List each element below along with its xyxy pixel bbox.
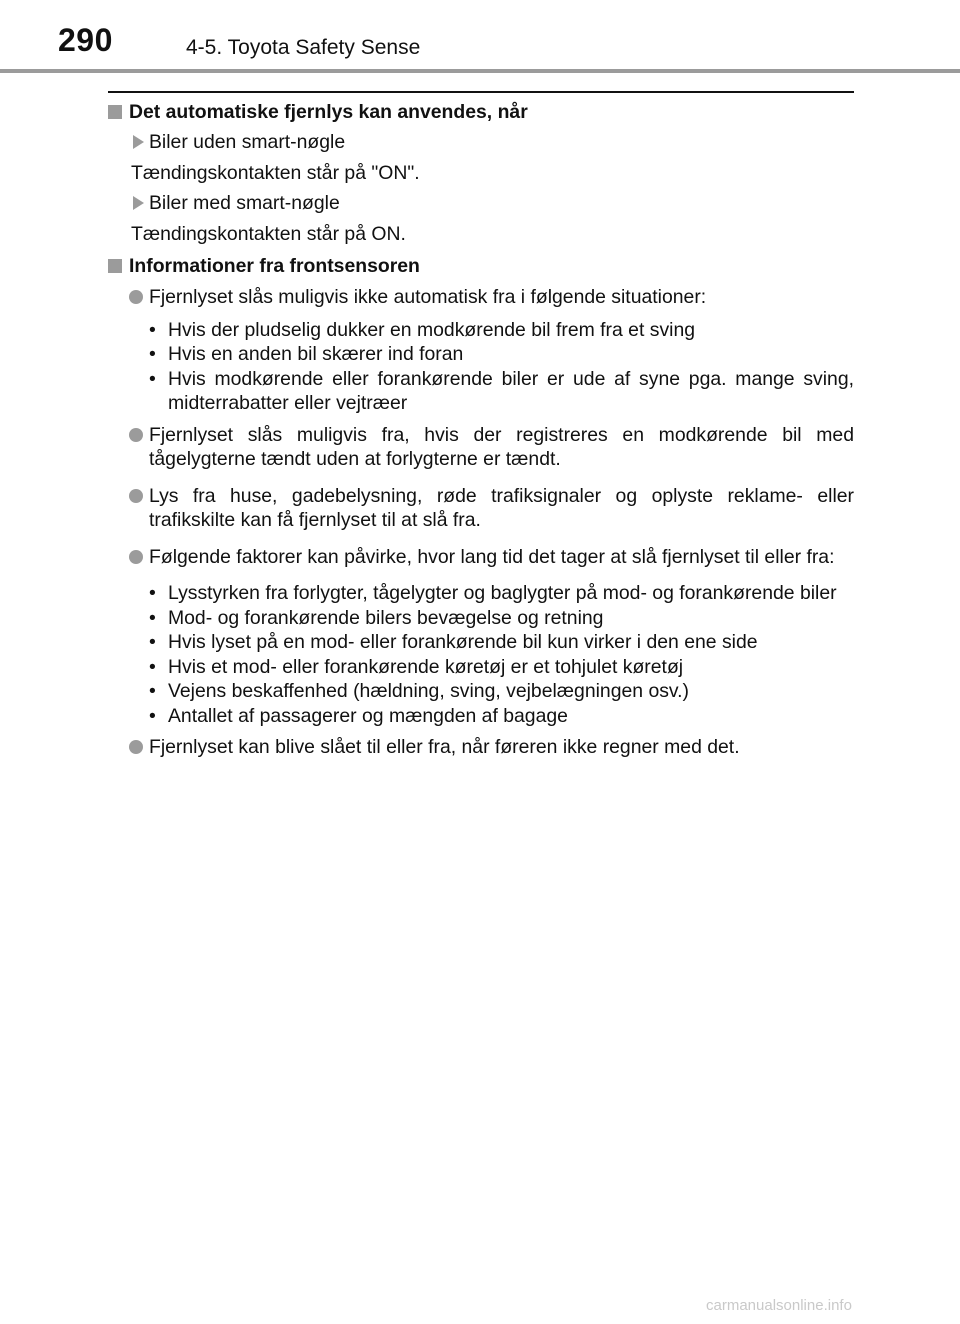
section-heading [108, 100, 854, 125]
dot-item [108, 423, 854, 472]
dot-item [108, 285, 854, 310]
sub-item [108, 130, 854, 155]
list-item-text: Hvis der pludselig dukker en modkørende bil frem fra et sving [168, 318, 696, 341]
circle-marker-icon [129, 428, 143, 442]
list-item-text: Hvis en anden bil skærer ind foran [168, 343, 464, 365]
list-item-text: Hvis modkørende eller forankørende biler er ude af syne pga. mange sving, midterrabatter eller vejtræer [168, 367, 854, 414]
sub-item-text: Biler uden smart-nøgle [149, 130, 346, 153]
dot-item-text: Fjernlyset slås muligvis ikke automatisk fra i følgende situationer: [149, 286, 707, 308]
list-item-text: Antallet af passagerer og mængden af bagage [168, 704, 568, 727]
section-heading [108, 254, 854, 279]
list-item: • Mod- og forankørende bilers bevægelse og retning [149, 606, 604, 629]
section-rule [108, 91, 854, 93]
section-heading-text: Det automatiske fjernlys kan anvendes, når [129, 101, 528, 123]
circle-marker-icon [129, 550, 143, 564]
dot-item [108, 545, 854, 570]
circle-marker-icon [129, 489, 143, 503]
list-item: • Hvis en anden bil skærer ind foran [149, 343, 464, 365]
list-item: • Hvis et mod- eller forankørende køretøj er et tohjulet køretøj [149, 655, 684, 678]
circle-marker-icon [129, 290, 143, 304]
page-header [0, 0, 960, 75]
list-item-text: Hvis lyset på en mod- eller forankørende bil kun virker i den ene side [168, 631, 758, 653]
sub-item [108, 191, 854, 216]
dot-item-text: Følgende faktorer kan påvirke, hvor lang tid det tager at slå fjernlyset til eller fra: [149, 545, 835, 568]
circle-marker-icon [129, 740, 143, 754]
dot-item [108, 484, 854, 533]
list-item: • Antallet af passagerer og mængden af bagage [149, 704, 568, 727]
watermark: carmanualsonline.info [706, 1297, 852, 1314]
header-rule [0, 69, 960, 73]
page-content [108, 100, 854, 760]
bullet-list [108, 581, 854, 728]
list-item-text: Mod- og forankørende bilers bevægelse og retning [168, 606, 604, 629]
chapter-title: 4-5. Toyota Safety Sense [186, 36, 421, 59]
square-marker-icon [108, 259, 122, 273]
list-item-text: Hvis et mod- eller forankørende køretøj er et tohjulet køretøj [168, 655, 684, 678]
square-marker-icon [108, 105, 122, 119]
list-item-text: Lysstyrken fra forlygter, tågelygter og baglygter på mod- og forankørende biler [168, 582, 837, 604]
bullet-list [108, 318, 854, 416]
list-item: • Hvis modkørende eller forankørende biler er ude af syne pga. mange sving, midterrabatter eller vejtræer [149, 367, 854, 414]
paragraph: Tændingskontakten står på ON. [131, 223, 406, 245]
dot-item-text: Fjernlyset slås muligvis fra, hvis der registreres en modkørende bil med tågelygterne tændt uden at forlygterne er tændt. [149, 423, 854, 470]
dot-item-text: Fjernlyset kan blive slået til eller fra, når føreren ikke regner med det. [149, 736, 740, 758]
triangle-marker-icon [133, 135, 144, 149]
dot-item [108, 735, 854, 760]
section-heading-text: Informationer fra frontsensoren [129, 254, 420, 277]
list-item: • Vejens beskaffenhed (hældning, sving, vejbelægningen osv.) [149, 680, 690, 702]
sub-item-text: Biler med smart-nøgle [149, 191, 340, 214]
triangle-marker-icon [133, 196, 144, 210]
list-item: • Hvis der pludselig dukker en modkørende bil frem fra et sving [149, 318, 696, 341]
dot-item-text: Lys fra huse, gadebelysning, røde trafiksignaler og oplyste reklame- eller trafikskilte kan få fjernlyset til at slå fra. [149, 484, 854, 531]
list-item: • Lysstyrken fra forlygter, tågelygter og baglygter på mod- og forankørende biler [149, 582, 837, 604]
page-number: 290 [58, 22, 113, 58]
list-item: • Hvis lyset på en mod- eller forankørende bil kun virker i den ene side [149, 631, 758, 653]
list-item-text: Vejens beskaffenhed (hældning, sving, vejbelægningen osv.) [168, 680, 690, 702]
paragraph: Tændingskontakten står på "ON". [131, 162, 420, 184]
